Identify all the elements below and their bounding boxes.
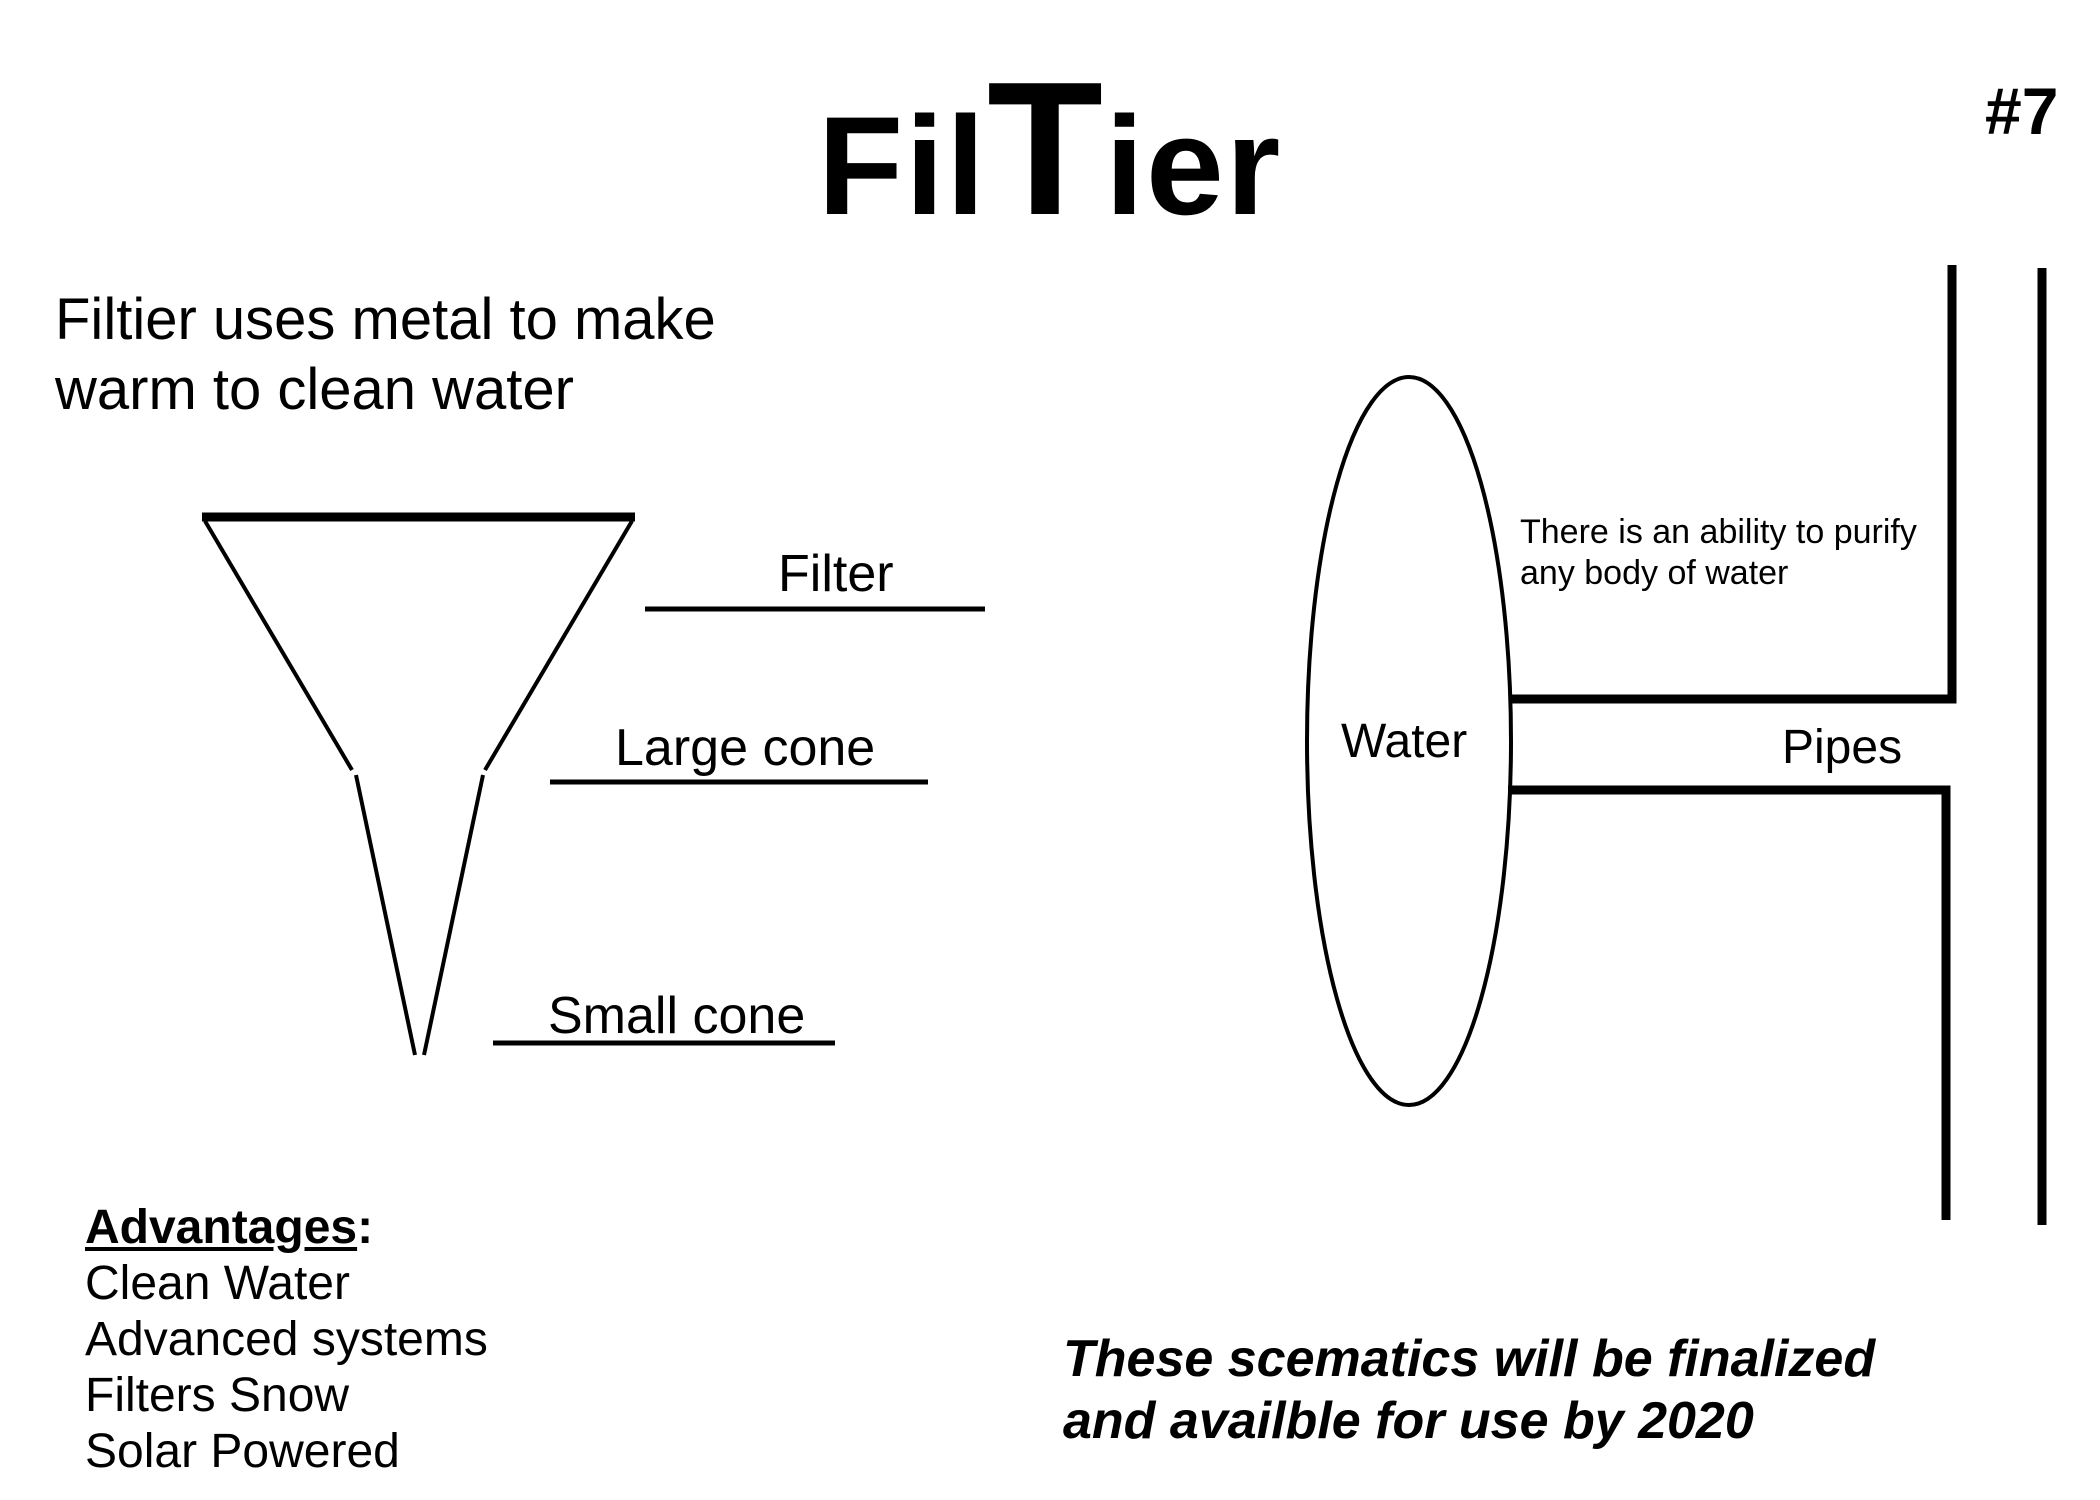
advantages-heading bbox=[85, 1200, 488, 1256]
title-part-fil: Fil bbox=[817, 87, 987, 244]
advantages-heading-colon: : bbox=[357, 1201, 374, 1254]
lower-pipe bbox=[1508, 790, 1946, 1220]
upper-pipe bbox=[1510, 265, 1952, 699]
title-part-t: T bbox=[987, 43, 1106, 255]
small-cone-left-wall bbox=[356, 775, 415, 1055]
advantage-item: Solar Powered bbox=[85, 1425, 400, 1478]
filter-label: Filter bbox=[778, 545, 894, 603]
intro-line-2: warm to clean water bbox=[55, 357, 574, 422]
advantages-heading-text: Advantages bbox=[85, 1201, 358, 1254]
large-cone-left-wall bbox=[205, 521, 352, 770]
advantage-item: Advanced systems bbox=[85, 1313, 488, 1366]
finalization-note bbox=[1063, 1328, 1963, 1452]
purify-note-line-1: There is an ability to purify bbox=[1520, 513, 1917, 551]
intro-line-1: Filtier uses metal to make bbox=[55, 287, 716, 352]
funnel-drawing bbox=[202, 517, 635, 1055]
finalization-note-line-1: These scematics will be finalized bbox=[1063, 1330, 1876, 1388]
large-cone-label: Large cone bbox=[615, 719, 876, 777]
finalization-note-line-2: and availble for use by 2020 bbox=[1063, 1392, 1754, 1450]
advantages-section bbox=[85, 1200, 488, 1480]
pipe-drawing bbox=[1508, 265, 2042, 1225]
advantage-item: Clean Water bbox=[85, 1257, 350, 1310]
advantage-item: Filters Snow bbox=[85, 1369, 350, 1422]
water-label: Water bbox=[1341, 715, 1468, 768]
funnel-label-leaders bbox=[493, 609, 985, 1043]
advantages-list bbox=[85, 1256, 488, 1480]
small-cone-right-wall bbox=[424, 775, 483, 1055]
small-cone-label: Small cone bbox=[548, 987, 806, 1045]
page-number: #7 bbox=[1985, 74, 2059, 148]
pipes-label: Pipes bbox=[1782, 721, 1903, 774]
purify-note-line-2: any body of water bbox=[1520, 554, 1789, 592]
title-part-ier: ier bbox=[1105, 87, 1283, 244]
large-cone-right-wall bbox=[485, 521, 632, 770]
